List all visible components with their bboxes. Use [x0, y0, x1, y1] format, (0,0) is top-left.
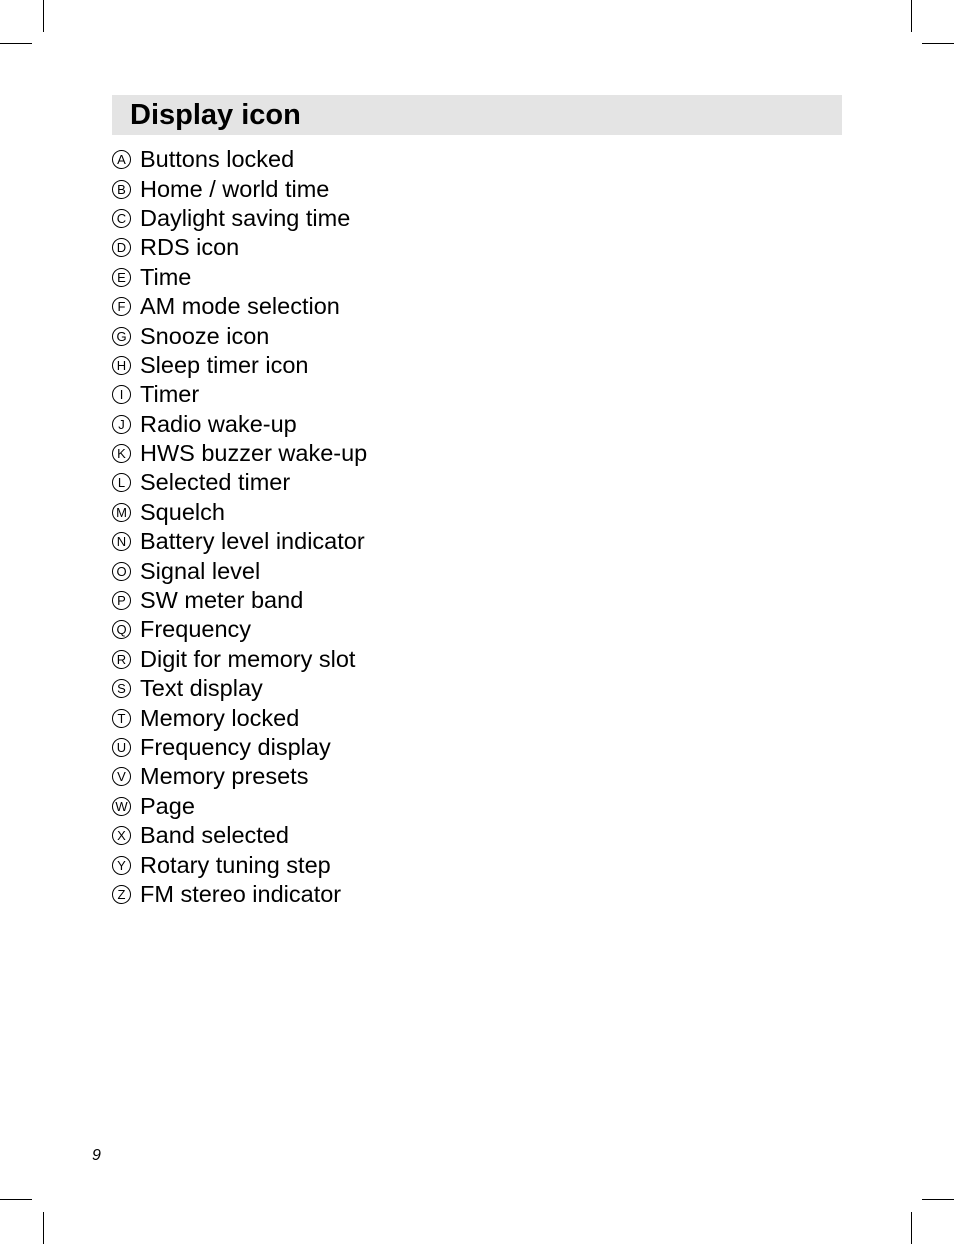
circled-letter-marker: T	[112, 709, 131, 728]
circled-letter-marker: J	[112, 415, 131, 434]
legend-item	[112, 645, 367, 674]
legend-item	[112, 850, 367, 879]
legend-item	[112, 556, 367, 585]
legend-item-label: Squelch	[140, 498, 225, 525]
legend-item	[112, 380, 367, 409]
legend-item	[112, 351, 367, 380]
circled-letter-marker: M	[112, 503, 131, 522]
legend-item-label: Time	[140, 263, 192, 290]
circled-letter-marker: G	[112, 327, 131, 346]
crop-mark-bottom-left-vertical	[43, 1212, 44, 1244]
legend-item	[112, 174, 367, 203]
circled-letter-marker: H	[112, 356, 131, 375]
crop-mark-bottom-right-vertical	[911, 1212, 912, 1244]
legend-item-label: Buttons locked	[140, 146, 295, 173]
legend-item-label: Text display	[140, 675, 263, 702]
legend-item-label: Battery level indicator	[140, 528, 365, 555]
legend-item-label: Timer	[140, 381, 200, 408]
circled-letter-marker: C	[112, 209, 131, 228]
circled-letter-marker: X	[112, 826, 131, 845]
circled-letter-marker: P	[112, 591, 131, 610]
legend-item-label: Frequency display	[140, 734, 331, 760]
legend-item	[112, 733, 367, 762]
circled-letter-marker: Z	[112, 885, 131, 904]
legend-item-label: AM mode selection	[140, 293, 340, 320]
legend-item-label: Frequency	[140, 616, 252, 643]
legend-item	[112, 674, 367, 703]
page-number: 9	[92, 1147, 101, 1164]
circled-letter-marker: F	[112, 297, 131, 316]
legend-item	[112, 410, 367, 439]
legend-item	[112, 233, 367, 262]
legend-item	[112, 468, 367, 497]
circled-letter-marker: W	[112, 797, 131, 816]
circled-letter-marker: E	[112, 268, 131, 287]
section-title: Display icon	[130, 99, 301, 131]
circled-letter-marker: D	[112, 238, 131, 257]
legend-item	[112, 615, 367, 644]
legend-item	[112, 821, 367, 850]
legend-item	[112, 762, 367, 791]
legend-item-label: RDS icon	[140, 234, 240, 261]
circled-letter-marker: R	[112, 650, 131, 669]
legend-item-label: Radio wake-up	[140, 410, 297, 437]
legend-item	[112, 527, 367, 556]
legend-item-label: HWS buzzer wake-up	[140, 440, 368, 467]
legend-item-label: Band selected	[140, 822, 289, 849]
circled-letter-marker: I	[112, 385, 131, 404]
legend-item	[112, 204, 367, 233]
legend-item-label: Selected timer	[140, 469, 291, 496]
legend-item-label: Home / world time	[140, 175, 330, 202]
crop-mark-top-right-vertical	[911, 0, 912, 32]
legend-item-label: Sleep timer icon	[140, 351, 309, 378]
crop-mark-bottom-right-horizontal	[922, 1199, 954, 1200]
crop-mark-bottom-left-horizontal	[0, 1199, 32, 1200]
circled-letter-marker: K	[112, 444, 131, 463]
legend-item-label: Signal level	[140, 557, 261, 584]
circled-letter-marker: O	[112, 562, 131, 581]
circled-letter-marker: S	[112, 679, 131, 698]
legend-item-label: Memory presets	[140, 763, 309, 790]
legend-item	[112, 498, 367, 527]
legend-item	[112, 292, 367, 321]
legend-item	[112, 263, 367, 292]
legend-item	[112, 792, 367, 821]
legend-item-label: Digit for memory slot	[140, 645, 356, 672]
circled-letter-marker: N	[112, 532, 131, 551]
crop-mark-top-left-vertical	[43, 0, 44, 32]
display-icon-legend	[112, 145, 367, 909]
circled-letter-marker: B	[112, 180, 131, 199]
legend-item-label: Page	[140, 792, 195, 819]
circled-letter-marker: U	[112, 738, 131, 757]
legend-item-label: SW meter band	[140, 587, 304, 614]
crop-mark-top-right-horizontal	[922, 43, 954, 44]
legend-item-label: Snooze icon	[140, 322, 270, 349]
circled-letter-marker: V	[112, 767, 131, 786]
legend-item	[112, 145, 367, 174]
legend-item-label: Memory locked	[140, 704, 300, 731]
legend-item-label: Rotary tuning step	[140, 851, 331, 878]
legend-item	[112, 880, 367, 909]
legend-item-label: FM stereo indicator	[140, 880, 342, 907]
circled-letter-marker: A	[112, 150, 131, 169]
section-header	[112, 95, 842, 135]
circled-letter-marker: Q	[112, 620, 131, 639]
legend-item-label: Daylight saving time	[140, 204, 351, 231]
legend-item	[112, 321, 367, 350]
circled-letter-marker: L	[112, 473, 131, 492]
legend-item	[112, 586, 367, 615]
circled-letter-marker: Y	[112, 856, 131, 875]
legend-item	[112, 703, 367, 732]
legend-item	[112, 439, 367, 468]
crop-mark-top-left-horizontal	[0, 43, 32, 44]
